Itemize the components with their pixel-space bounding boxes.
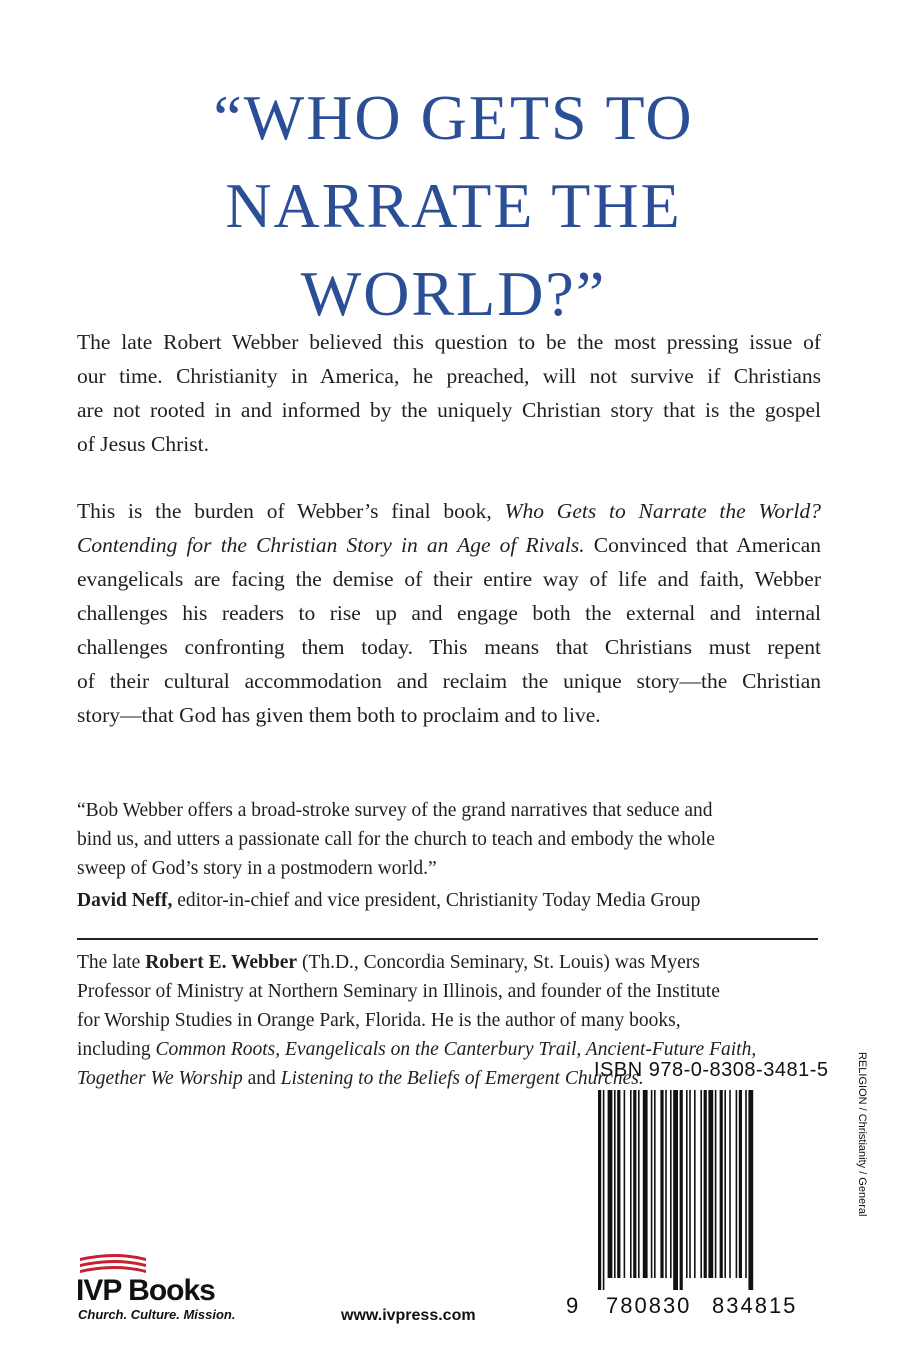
quote-line: bind us, and utters a passionate call for the church to teach and embody the whole <box>77 829 715 850</box>
barcode-bar <box>630 1090 632 1278</box>
summary-line: of their cultural accommodation and reclaim the unique story—the Christian <box>77 669 821 693</box>
summary-line: evangelicals are facing the demise of their entire way of life and faith, Webber <box>77 567 821 591</box>
bio-line: for Worship Studies in Orange Park, Florida. He is the author of many books, <box>77 1010 681 1031</box>
quote-line: sweep of God’s story in a postmodern world.” <box>77 858 437 879</box>
intro-line: of Jesus Christ. <box>77 432 209 456</box>
bio-line: including Common Roots, Evangelicals on the Canterbury Trail, Ancient-Future Faith, <box>77 1039 757 1060</box>
barcode-bar <box>598 1090 601 1290</box>
barcode-bar <box>651 1090 653 1278</box>
barcode-bar <box>694 1090 696 1278</box>
barcode-bar <box>715 1090 717 1278</box>
barcode-bar <box>708 1090 713 1278</box>
summary-line: This is the burden of Webber’s final book, Who Gets to Narrate the World? <box>77 499 821 523</box>
author-name: Robert E. Webber <box>145 952 298 973</box>
summary-line: story—that God has given them both to proclaim and to live. <box>77 703 601 727</box>
barcode-bar <box>624 1090 626 1278</box>
barcode-bar <box>670 1090 672 1278</box>
barcode-bar <box>736 1090 738 1278</box>
barcode-bar <box>748 1090 753 1290</box>
quote-line: “Bob Webber offers a broad-stroke survey of the grand narratives that seduce and <box>77 800 713 821</box>
barcode-bar <box>745 1090 747 1278</box>
endorsement-quote <box>77 796 821 915</box>
barcode-bar <box>724 1090 726 1278</box>
headline-line-2: NARRATE THE <box>225 170 682 241</box>
headline-line-3: WORLD?” <box>300 258 607 329</box>
barcode-bar <box>654 1090 656 1278</box>
barcode-bar <box>680 1090 683 1290</box>
barcode-bar <box>665 1090 667 1278</box>
publisher-name: IVP Books <box>76 1274 215 1307</box>
category-label: RELIGION / Christianity / General <box>856 1052 868 1217</box>
headline-line-1: “WHO GETS TO <box>213 82 694 153</box>
barcode-bar <box>603 1090 605 1290</box>
barcode-bar <box>633 1090 636 1278</box>
book-title: Who Gets to Narrate the World? <box>504 499 821 523</box>
barcode-bar <box>617 1090 620 1278</box>
intro-line: are not rooted in and informed by the uniquely Christian story that is the gospel <box>77 398 821 422</box>
quote-attribution <box>77 886 821 915</box>
barcode-bar <box>689 1090 691 1278</box>
barcode-bar <box>700 1090 702 1278</box>
publisher-tagline: Church. Culture. Mission. <box>78 1307 236 1322</box>
endorser-role: editor-in-chief and vice president, Christianity Today Media Group <box>172 890 701 911</box>
barcode-bar <box>673 1090 678 1290</box>
intro-line: our time. Christianity in America, he preached, will not survive if Christians <box>77 364 821 388</box>
barcode-bar <box>686 1090 688 1278</box>
barcode-bar <box>614 1090 616 1278</box>
barcode-bar <box>638 1090 640 1278</box>
barcode-bar <box>739 1090 742 1278</box>
summary-line: challenges confronting them today. This means that Christians must repent <box>77 635 821 659</box>
bio-line: Together We Worship and Listening to the Beliefs of Emergent Churches. <box>77 1068 644 1089</box>
barcode-digits-right: 834815 <box>712 1293 798 1318</box>
barcode-bar <box>704 1090 707 1278</box>
intro-paragraph <box>77 325 821 461</box>
headline <box>0 74 907 338</box>
summary-line: Contending for the Christian Story in an Age of Rivals. Convinced that American <box>77 533 821 557</box>
summary-paragraph <box>77 494 821 732</box>
bio-line: The late Robert E. Webber (Th.D., Concordia Seminary, St. Louis) was Myers <box>77 952 700 973</box>
barcode-bar <box>720 1090 723 1278</box>
endorser-name: David Neff, <box>77 890 173 911</box>
barcode-bar <box>643 1090 648 1278</box>
barcode-bar <box>660 1090 663 1278</box>
barcode-bar <box>608 1090 613 1278</box>
barcode-digit-first: 9 <box>566 1293 579 1318</box>
barcode-digits-left: 780830 <box>606 1293 692 1318</box>
divider <box>77 938 818 940</box>
barcode <box>594 1090 809 1290</box>
barcode-bar <box>729 1090 731 1278</box>
website-url: www.ivpress.com <box>341 1307 476 1324</box>
book-subtitle: Contending for the Christian Story in an Age of Rivals. <box>77 533 585 557</box>
bio-line: Professor of Ministry at Northern Seminary in Illinois, and founder of the Institute <box>77 981 720 1002</box>
summary-line: challenges his readers to rise up and engage both the external and internal <box>77 601 821 625</box>
intro-line: The late Robert Webber believed this question to be the most pressing issue of <box>77 330 821 354</box>
isbn-label: ISBN 978-0-8308-3481-5 <box>594 1059 829 1081</box>
